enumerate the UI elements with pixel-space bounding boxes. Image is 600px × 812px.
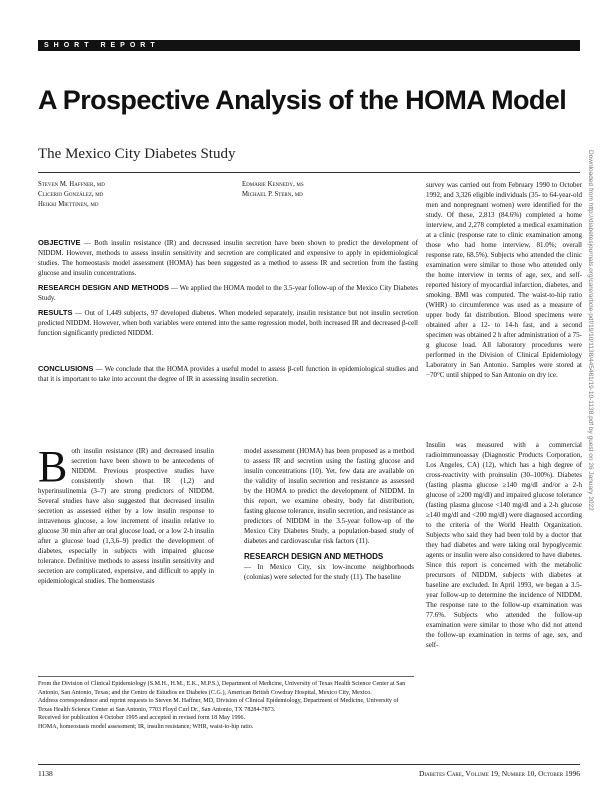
- abstract-conclusions: [38, 364, 418, 384]
- abstract-text: — Both insulin resistance (IR) and decreased insulin secretion have been shown to predict the development of NIDDM. However, methods to assess insulin sensitivity and secretion are complicated and expensive to apply in epidemiological studies. The homeostasis model assessment (HOMA) has been suggested as a method to assess IR and secretion from the fasting glucose and insulin concentrations.: [38, 239, 419, 277]
- author-name: Heikki Miettinen, md: [38, 201, 99, 208]
- abstract-heading: CONCLUSIONS: [38, 364, 94, 373]
- footnote-divider: [38, 676, 414, 677]
- footnote-received: Received for publication 4 October 1995 and accepted in revised form 18 May 1996.: [38, 715, 246, 722]
- author-name: Steven M. Haffner, md: [38, 181, 105, 188]
- abstract-text: — We applied the HOMA model to the 3.5-year follow-up of the Mexico City Diabetes Study.: [38, 284, 418, 302]
- body-column-1: [38, 442, 214, 586]
- author-name: Edmarie Kennedy, ms: [242, 181, 304, 188]
- article-subtitle: The Mexico City Diabetes Study: [38, 146, 236, 162]
- article-title: A Prospective Analysis of the HOMA Model: [38, 85, 567, 115]
- title-divider: [38, 172, 580, 173]
- abstract-results: [38, 308, 418, 338]
- abstract-text: — Out of 1,449 subjects, 97 developed diabetes. When modeled separately, insulin resistance but not insulin secretion predicted NIDDM. However, when both variables were entered into the same regression model, both increased IR and decreased β-cell function significantly predicted NIDDM.: [38, 309, 418, 337]
- abstract-text: — We conclude that the HOMA provides a useful model to assess β-cell function in epidemiological studies and that it is important to take into account the degree of IR in assessing insulin secretion.: [38, 365, 419, 383]
- body-text: — In Mexico City, six low-income neighborhoods (colonias) were selected for the study (11). The baseline: [244, 563, 414, 581]
- page-number: 1138: [38, 769, 53, 778]
- section-label: SHORT REPORT: [44, 42, 160, 49]
- body-text: oth insulin resistance (IR) and decreased insulin secretion have been shown to be antecedents of NIDDM. Previous prospective studies have consistently shown that IR (1,2) and hyperinsulinemia (3–7) are strong predictors of NIDDM. Several studies have also suggested that decreased insulin secretion as assessed either by a low insulin response to intravenous glucose, a low increment of insulin relative to glucose 30 min after an oral glucose load, or a low 2-h insulin after a glucose load (1,3,6–9) predict the development of diabetes, especially in subjects with impaired glucose tolerance. Definitive methods to assess insulin sensitivity and secretion are complicated, expensive, and difficult to apply in epidemiological studies. The homeostasis: [38, 447, 214, 585]
- footnote-abbreviations: HOMA, homeostasis model assessment; IR, insulin resistance; WHR, waist-to-hip ratio.: [38, 723, 254, 730]
- author-name: Clicerio González, md: [38, 191, 104, 198]
- body-column-3-bottom: Insulin was measured with a commercial radioimmunoassay (Diagnostic Products Corporation, Los Angeles, CA) (12), which has a high degree of cross-reactivity with proinsulin (30–100%). Diabetes (fasting plasma glucose ≥140 mg/dl and/or a 2-h glucose of ≥200 mg/dl) and impaired glucose tolerance (fasting plasma glucose <140 mg/dl and a 2-h glucose ≥140 mg/dl and <200 mg/dl) were diagnosed according to the criteria of the World Health Organization. Subjects who said they had been told by a doctor that they had diabetes and were taking oral hypoglycemic agents or insulin were also considered to have diabetes. Since this report is concerned with the metabolic precursors of NIDDM, subjects with diabetes at baseline are excluded. In April 1993, we began a 3.5-year follow-up to determine the incidence of NIDDM. The response rate to the follow-up examination was 77.6%. Subjects who attended the follow-up examination were similar to those who did not attend the follow-up examination in terms of age, sex, and self-: [426, 441, 582, 649]
- author-list-right: [242, 180, 304, 200]
- drop-cap: B: [38, 442, 68, 491]
- abstract-heading: OBJECTIVE: [38, 238, 81, 247]
- abstract-objective: [38, 238, 418, 278]
- journal-reference: Diabetes Care, Volume 19, Number 10, October 1996: [418, 769, 580, 778]
- body-text: model assessment (HOMA) has been proposed as a method to assess IR and secretion using the fasting glucose and insulin concentrations (10). Yet, few data are available on the validity of insulin secretion and resistance as assessed by the HOMA to predict the development of NIDDM. In this report, we examine obesity, body fat distribution, fasting glucose tolerance, insulin secretion, and resistance as predictors of NIDDM in the 3.5-year follow-up of the Mexico City Diabetes Study, a population-based study of diabetes and cardiovascular risk factors (11).: [244, 447, 414, 545]
- author-list-left: [38, 180, 105, 210]
- footnote-correspondence: Address correspondence and reprint requests to Steven M. Haffner, MD, Division of Clinical Epidemiology, Department of Medicine, University of Texas Health Science Center at San Antonio, 7703 Floyd Curl Dr., San Antonio, TX 78284-7873.: [38, 698, 399, 713]
- author-name: Michael P. Stern, md: [242, 191, 303, 198]
- footer-divider: [38, 764, 580, 765]
- abstract-methods: [38, 283, 418, 303]
- download-watermark: Downloaded from http://diabetesjournals.org/care/article-pdf/19/10/1138/445481/19-10-1138.pdf by guest on 26 January 2022: [587, 150, 594, 511]
- abstract-heading: RESEARCH DESIGN AND METHODS: [38, 283, 169, 292]
- abstract-heading: RESULTS: [38, 308, 73, 317]
- footnote: [38, 680, 414, 732]
- body-column-3-top: survey was carried out from February 1990 to October 1992, and 3,326 eligible individuals (35- to 64-year-old men and nonpregnant women) were identified for the study. Of these, 2,813 (84.6%) completed a home interview, and 2,278 completed a medical examination at a clinic (response rate to clinic examination among those who had home interview, 81.0%; overall response rate, 68.5%). Subjects who attended the clinic examination were similar to those who attended only the home interview in terms of age, sex, and self-reported history of myocardial infarction, diabetes, and smoking. BMI was computed. The waist-to-hip ratio (WHR) to circumference was used as a measure of upper body fat distribution. Blood specimens were obtained after a 12- to 14-h fast, and a second specimen was obtained 2 h after administration of a 75-g glucose load. All laboratory procedures were performed in the Division of Clinical Epidemiology Laboratory in San Antonio. Samples were stored at −70°C until shipped to San Antonio on dry ice.: [426, 181, 582, 379]
- footnote-affiliation: From the Division of Clinical Epidemiology (S.M.H., H.M., E.K., M.P.S.), Department of Medicine, University of Texas Health Science Center at San Antonio, San Antonio, Texas; and the Centro de Estudios en Diabetes (C.G.), American British Cowdray Hospital, Mexico City, Mexico.: [38, 681, 406, 696]
- body-column-2: [244, 446, 414, 582]
- section-heading: RESEARCH DESIGN AND METHODS: [244, 552, 384, 561]
